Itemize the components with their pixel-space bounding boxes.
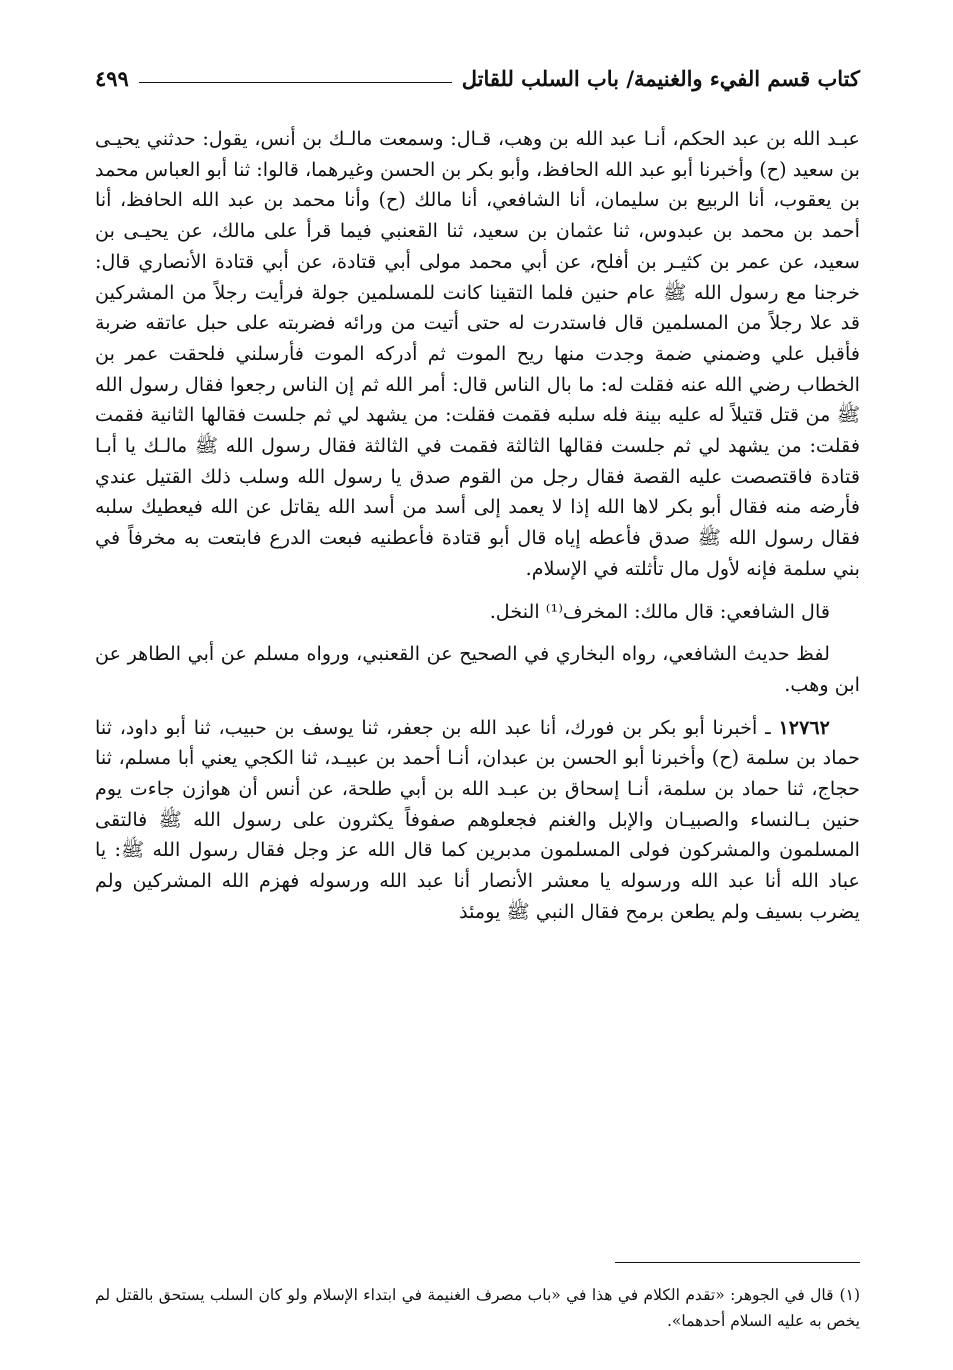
hadith-number: ١٢٧٦٢ — [778, 715, 830, 739]
paragraph-hadith-12762 — [95, 713, 860, 928]
paragraph-sources: لفظ حديث الشافعي، رواه البخاري في الصحيح عن القعنبي، ورواه مسلم عن أبي الطاهر عن ابن وهب. — [95, 642, 860, 696]
footnote-text: قال في الجوهر: «تقدم الكلام في هذا في «باب مصرف الغنيمة في ابتداء الإسلام ولو كان السلب يستحق بالقتل لم يخص به عليه السلام أحدهما». — [95, 1286, 860, 1330]
paragraph-isnad: عبـد الله بن عبد الحكم، أنـا عبد الله بن وهب، قـال: وسمعت مالـك بن أنس، يقول: حدثني يحيـى بن سعيد (ح) وأخبرنا أبو عبد الله الحافظ، وأبو بكر بن الحسن وغيرهما، قالوا: ثنا أبو العباس محمد بن يعقوب، أنا الربيع بن سليمان، أنا الشافعي، أنا مالك (ح) وأنا محمد بن عبد الله الحافظ، أنا أحمد بن محمد بن عبدوس، ثنا عثمان بن سعيد، ثنا القعنبي فيما قرأ على مالك، عن يحيـى بن سعيد، عن عمر بن كثيـر بن أفلح، عن أبي محمد مولى أبي قتادة، عن أبي قتادة الأنصاري قال: خرجنا مع رسول الله ﷺ عام حنين فلما التقينا كانت للمسلمين جولة فرأيت رجلاً من المشركين قد علا رجلاً من المسلمين قال فاستدرت له حتى أتيت من ورائه فضربته على حبل عاتقه ضربة فأقبل علي وضمني ضمة وجدت منها ريح الموت ثم أدركه الموت فأرسلني فلحقت عمر بن الخطاب رضي الله عنه فقلت له: ما بال الناس قال: أمر الله ثم إن الناس رجعوا فقال رسول الله ﷺ من قتل قتيلاً له عليه بينة فله سلبه فقمت فقلت: من يشهد لي ثم جلست فقالها الثانية فقمت فقلت: من يشهد لي ثم جلست فقالها الثالثة فقمت في الثالثة فقال رسول الله ﷺ مالـك يا أبـا قتادة فاقتصصت عليه القصة فقال رجل من القوم صدق يا رسول الله وسلب ذلك القتيل عندي فأرضه منه فقال أبو بكر لاها الله إذا لا يعمد إلى أسد من أسد الله يقاتل عن الله فيعطيك سلبه فقال رسول الله ﷺ صدق فأعطه إياه قال أبو قتادة فأعطنيه فبعت الدرع فابتعت به مخرفاً في بني سلمة فإنه لأول مال تأثلته في الإسلام. — [95, 127, 860, 580]
page-number: ٤٩٩ — [95, 65, 129, 91]
main-text — [95, 124, 860, 928]
header-rule — [139, 82, 452, 83]
paragraph-shafii-note: قال الشافعي: قال مالك: المخرف⁽¹⁾ النخل. — [489, 599, 830, 623]
footnote-separator — [615, 1262, 860, 1263]
footnote — [95, 1282, 860, 1334]
hadith-text: ـ أخبرنا أبو بكر بن فورك، أنا عبد الله بن جعفر، ثنا يوسف بن حبيب، ثنا أبو داود، ثنا حماد بن سلمة (ح) وأخبرنا أبو الحسن بن عبدان، أنـا أحمد بن عبيـد، ثنا الكجي يعني أبا مسلم، ثنا حجاج، ثنا حماد بن سلمة، أنـا إسحاق بن عبـد الله بن أبي طلحة، عن أنس أن هوازن جاءت يوم حنين بـالنساء والصبيـان والإبل والغنم فجعلوهم صفوفاً يكثرون على رسول الله ﷺ فالتقى المسلمون والمشركون فولى المسلمون مدبرين كما قال الله عز وجل فقال رسول الله ﷺ: يا عباد الله أنا عبد الله ورسوله يا معشر الأنصار أنا عبد الله ورسوله فهزم الله المشركين ولم يضرب بسيف ولم يطعن برمح فقال النبي ﷺ يومئذ — [95, 715, 860, 923]
footnote-marker: (١) — [839, 1286, 860, 1304]
running-header — [95, 60, 860, 96]
book-page — [95, 60, 860, 1330]
header-title: كتاب قسم الفيء والغنيمة/ باب السلب للقاتل — [461, 65, 860, 91]
